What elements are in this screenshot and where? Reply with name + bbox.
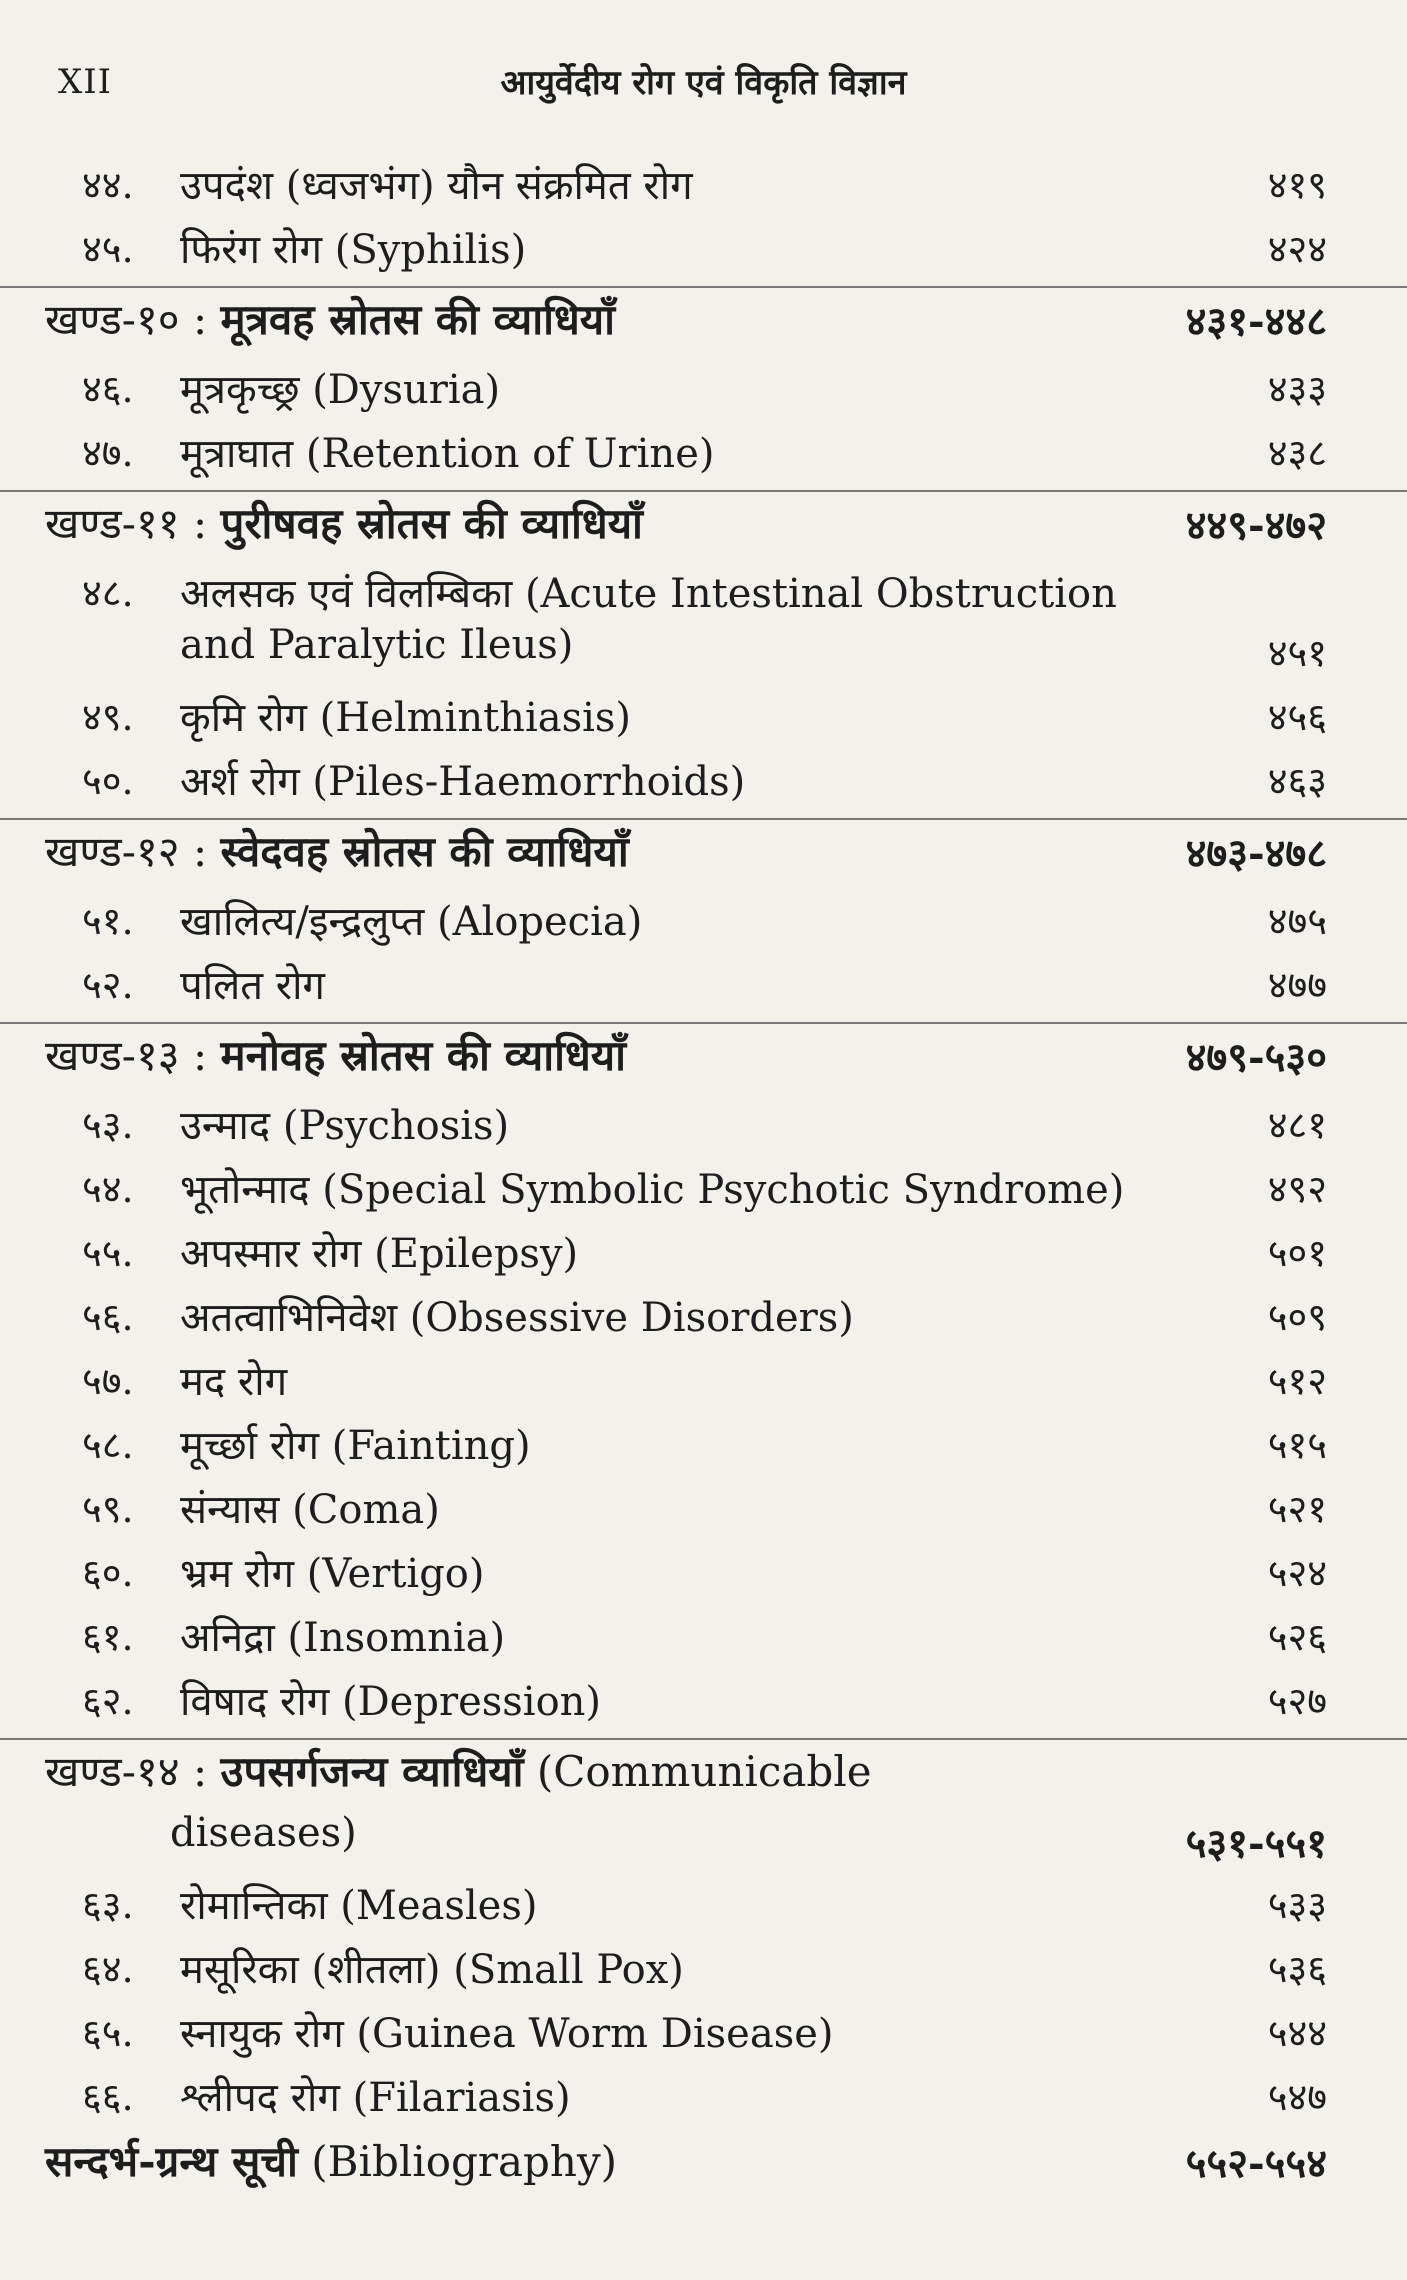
entry-number: ६४.	[82, 1947, 134, 1991]
section-pages: ४७९-५३०	[1185, 1034, 1327, 1081]
entry-title: अपस्मार रोग (Epilepsy)	[180, 1231, 579, 1277]
entry-page: ५४७	[1267, 2075, 1327, 2119]
entry-page: ४५६	[1267, 695, 1327, 739]
toc-entry	[0, 1282, 1407, 1346]
entry-title: मूत्राघात (Retention of Urine)	[180, 431, 715, 477]
section-label	[45, 290, 615, 347]
entry-number: ६१.	[82, 1615, 134, 1659]
entry-title: भूतोन्माद (Special Symbolic Psychotic Syndrome)	[180, 1167, 1125, 1213]
toc-entry	[0, 2062, 1407, 2126]
entry-number: ६६.	[82, 2075, 134, 2119]
toc-entry	[0, 886, 1407, 950]
entry-page: ५०१	[1267, 1231, 1327, 1275]
entry-title: रोमान्तिका (Measles)	[180, 1883, 538, 1929]
section-title-english: (Communicable	[536, 1747, 872, 1796]
entry-title: संन्यास (Coma)	[180, 1487, 440, 1533]
entry-title: कृमि रोग (Helminthiasis)	[180, 695, 632, 741]
entry-number: ६५.	[82, 2011, 134, 2055]
entry-number: ५३.	[82, 1103, 134, 1147]
section-number: खण्ड-१३ :	[45, 1031, 208, 1080]
entry-title: भ्रम रोग (Vertigo)	[180, 1551, 485, 1597]
toc-entry	[0, 214, 1407, 278]
entry-number: ५६.	[82, 1295, 134, 1339]
entry-number: ५७.	[82, 1359, 134, 1403]
bibliography-heading	[0, 2126, 1407, 2190]
entry-page: ५२६	[1267, 1615, 1327, 1659]
section-title: उपसर्गजन्य व्याधियाँ	[220, 1747, 524, 1796]
entry-title: स्नायुक रोग (Guinea Worm Disease)	[180, 2011, 834, 2057]
entry-number: ४८.	[82, 571, 134, 615]
section-number: खण्ड-१० :	[45, 295, 208, 344]
toc-entry	[0, 1538, 1407, 1602]
entry-title: मसूरिका (शीतला) (Small Pox)	[180, 1947, 684, 1993]
entry-number: ४६.	[82, 367, 134, 411]
entry-number: ४४.	[82, 163, 134, 207]
entry-number: ६०.	[82, 1551, 134, 1595]
entry-page: ४१९	[1267, 163, 1327, 207]
entry-page: ५४४	[1267, 2011, 1327, 2055]
entry-page: ४७७	[1267, 963, 1327, 1007]
toc-entry	[0, 950, 1407, 1014]
entry-number: ४५.	[82, 227, 134, 271]
section-heading	[0, 1738, 1407, 1806]
section-number: खण्ड-१४ :	[45, 1747, 208, 1796]
entry-title: पलित रोग	[180, 963, 325, 1009]
section-label	[45, 1026, 626, 1083]
toc-entry	[0, 1218, 1407, 1282]
entry-title: उपदंश (ध्वजभंग) यौन संक्रमित रोग	[180, 163, 693, 209]
toc-entry	[0, 1934, 1407, 1998]
entry-page: ५२१	[1267, 1487, 1327, 1531]
toc-entry	[0, 1870, 1407, 1934]
entry-number: ५०.	[82, 759, 134, 803]
section-pages: ४४९-४७२	[1185, 502, 1327, 549]
entry-number: ६२.	[82, 1679, 134, 1723]
entry-page: ५१५	[1267, 1423, 1327, 1467]
section-heading	[0, 490, 1407, 558]
book-title: आयुर्वेदीय रोग एवं विकृति विज्ञान	[500, 63, 907, 103]
toc-entry	[0, 682, 1407, 746]
section-number: खण्ड-१२ :	[45, 827, 208, 876]
entry-page: ५०९	[1267, 1295, 1327, 1339]
section-heading	[0, 286, 1407, 354]
entry-number: ५१.	[82, 899, 134, 943]
entry-title: अतत्वाभिनिवेश (Obsessive Disorders)	[180, 1295, 854, 1341]
entry-page: ४७५	[1267, 899, 1327, 943]
entry-title: विषाद रोग (Depression)	[180, 1679, 602, 1725]
entry-page: ४३३	[1267, 367, 1327, 411]
entry-number: ५८.	[82, 1423, 134, 1467]
toc-entry-continuation	[0, 618, 1407, 682]
table-of-contents	[0, 150, 1407, 2190]
entry-page: ५२७	[1267, 1679, 1327, 1723]
toc-entry	[0, 1666, 1407, 1730]
section-pages: ४७३-४७८	[1185, 830, 1327, 877]
toc-entry	[0, 418, 1407, 482]
entry-page: ४५१	[1267, 631, 1327, 675]
entry-number: ६३.	[82, 1883, 134, 1927]
page-number: XII	[58, 62, 113, 102]
section-label	[45, 822, 629, 879]
section-pages: ४३१-४४८	[1185, 298, 1327, 345]
entry-title: श्लीपद रोग (Filariasis)	[180, 2075, 571, 2121]
entry-page: ५३६	[1267, 1947, 1327, 1991]
entry-title-continued: and Paralytic Ileus)	[180, 622, 574, 668]
entry-title: अलसक एवं विलम्बिका (Acute Intestinal Obstruction	[180, 571, 1117, 617]
toc-entry	[0, 354, 1407, 418]
section-label	[45, 1742, 872, 1799]
toc-entry	[0, 1410, 1407, 1474]
entry-number: ५९.	[82, 1487, 134, 1531]
entry-number: ४७.	[82, 431, 134, 475]
toc-entry	[0, 746, 1407, 810]
entry-number: ५२.	[82, 963, 134, 1007]
toc-entry	[0, 1090, 1407, 1154]
section-heading	[0, 1022, 1407, 1090]
toc-entry	[0, 1998, 1407, 2062]
section-title: पुरीषवह स्रोतस की व्याधियाँ	[220, 499, 643, 548]
entry-page: ४८१	[1267, 1103, 1327, 1147]
section-heading-continuation	[0, 1806, 1407, 1870]
page-header	[0, 58, 1407, 108]
section-heading	[0, 818, 1407, 886]
section-label	[45, 494, 643, 551]
entry-page: ५१२	[1267, 1359, 1327, 1403]
entry-title: मूर्च्छा रोग (Fainting)	[180, 1423, 531, 1469]
toc-entry	[0, 1154, 1407, 1218]
entry-page: ४९२	[1267, 1167, 1327, 1211]
section-title: स्वेदवह स्रोतस की व्याधियाँ	[220, 827, 629, 876]
entry-title: मूत्रकृच्छ्र (Dysuria)	[180, 367, 501, 413]
entry-title: उन्माद (Psychosis)	[180, 1103, 510, 1149]
section-number: खण्ड-११ :	[45, 499, 208, 548]
toc-entry	[0, 558, 1407, 618]
section-title: मूत्रवह स्रोतस की व्याधियाँ	[220, 295, 616, 344]
entry-title: अर्श रोग (Piles-Haemorrhoids)	[180, 759, 746, 805]
section-pages: ५३१-५५१	[1185, 1820, 1327, 1867]
toc-entry	[0, 1602, 1407, 1666]
bibliography-pages: ५५२-५५४	[1185, 2140, 1327, 2187]
bibliography-title-english: (Bibliography)	[311, 2137, 618, 2186]
entry-page: ४६३	[1267, 759, 1327, 803]
bibliography-title: सन्दर्भ-ग्रन्थ सूची	[45, 2137, 298, 2186]
entry-number: ४९.	[82, 695, 134, 739]
entry-title: अनिद्रा (Insomnia)	[180, 1615, 506, 1661]
entry-title: खालित्य/इन्द्रलुप्त (Alopecia)	[180, 899, 643, 945]
section-title-english-continued: diseases)	[170, 1810, 357, 1856]
entry-page: ४३८	[1267, 431, 1327, 475]
entry-page: ५३३	[1267, 1883, 1327, 1927]
entry-number: ५४.	[82, 1167, 134, 1211]
bibliography-label	[45, 2132, 617, 2189]
toc-entry	[0, 1346, 1407, 1410]
entry-page: ४२४	[1267, 227, 1327, 271]
toc-entry	[0, 150, 1407, 214]
toc-entry	[0, 1474, 1407, 1538]
entry-title: मद रोग	[180, 1359, 288, 1405]
section-title: मनोवह स्रोतस की व्याधियाँ	[220, 1031, 627, 1080]
entry-page: ५२४	[1267, 1551, 1327, 1595]
entry-title: फिरंग रोग (Syphilis)	[180, 227, 527, 273]
entry-number: ५५.	[82, 1231, 134, 1275]
